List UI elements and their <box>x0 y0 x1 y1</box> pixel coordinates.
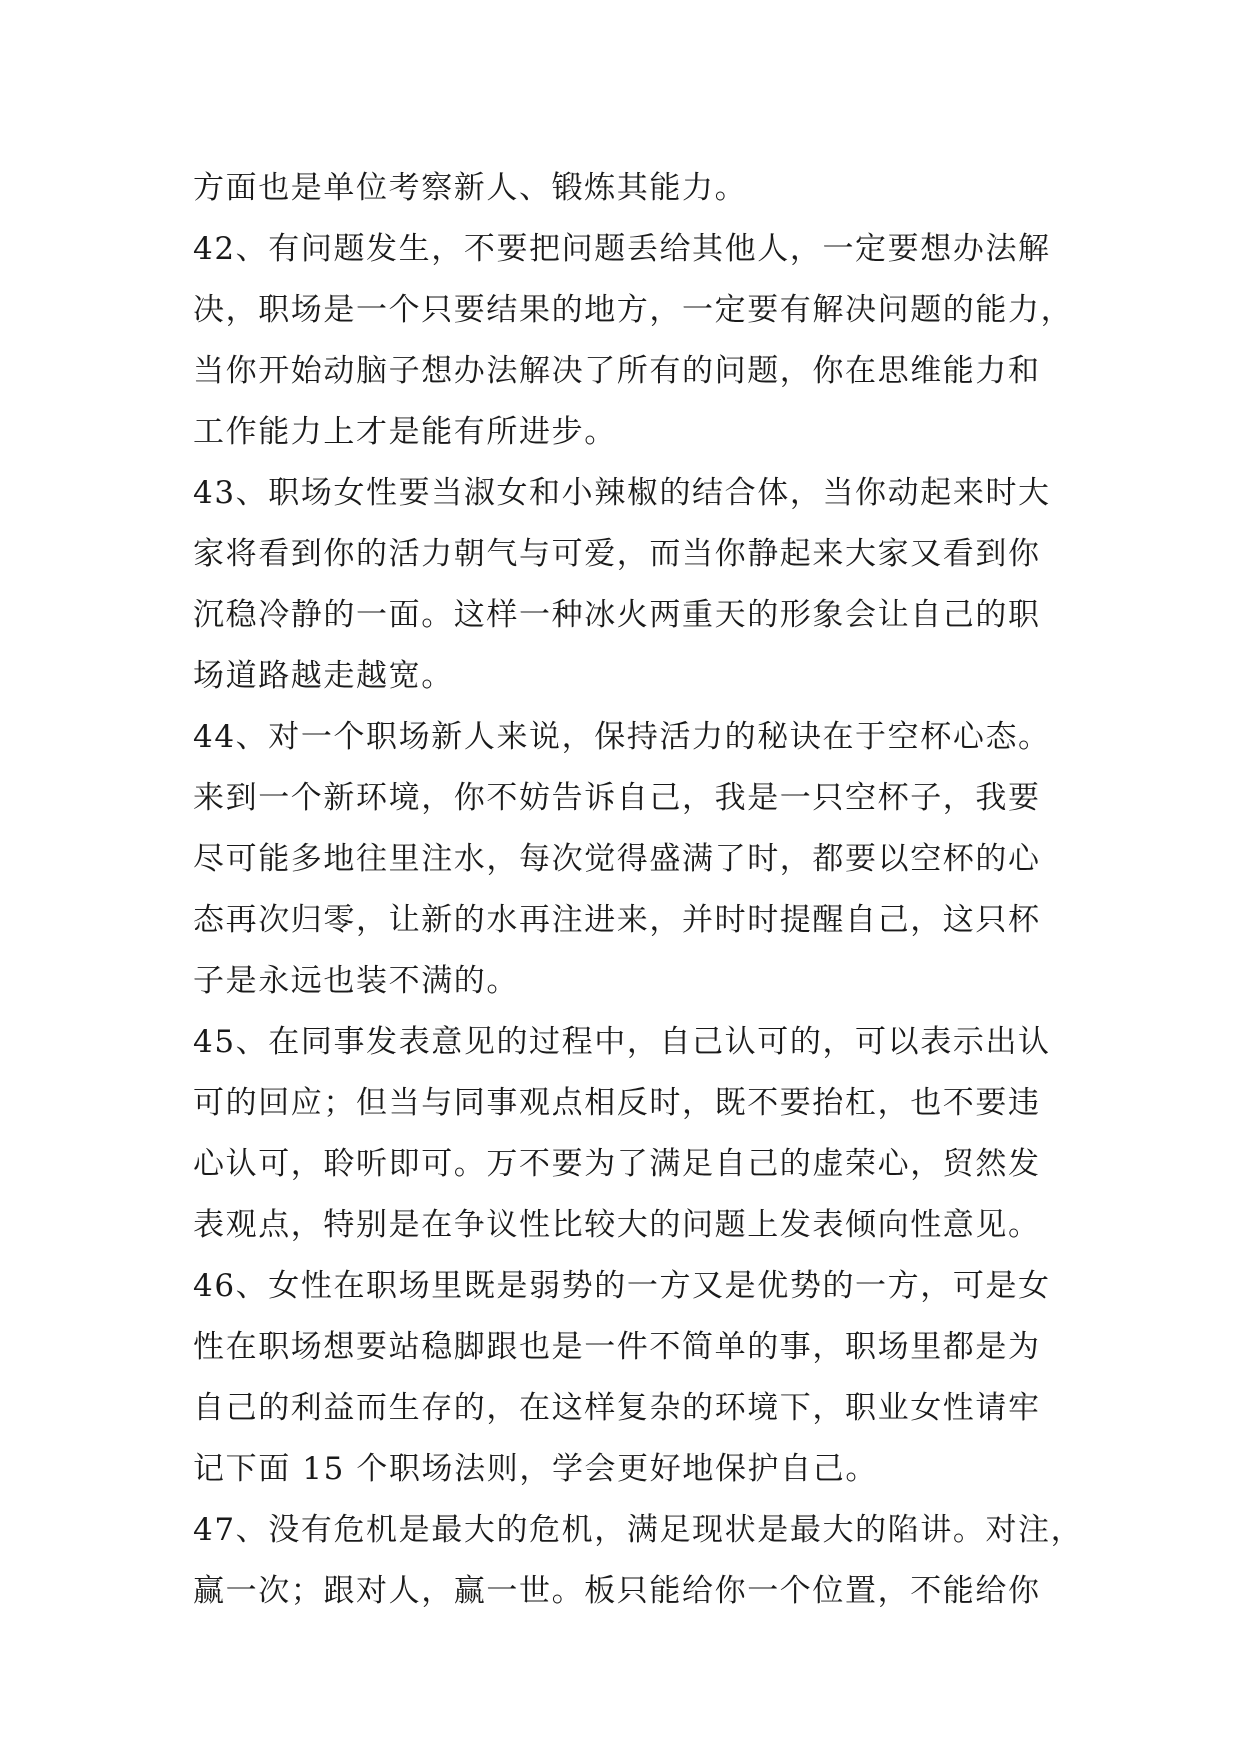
text-line: 家将看到你的活力朝气与可爱，而当你静起来大家又看到你 <box>193 536 1041 572</box>
text-line: 自己的利益而生存的，在这样复杂的环境下，职业女性请牢 <box>193 1390 1041 1426</box>
text-line: 态再次归零，让新的水再注进来，并时时提醒自己，这只杯 <box>193 902 1041 938</box>
text-line: 表观点，特别是在争议性比较大的问题上发表倾向性意见。 <box>193 1207 1041 1243</box>
text-line: 方面也是单位考察新人、锻炼其能力。 <box>193 170 748 206</box>
text-line: 47、没有危机是最大的危机，满足现状是最大的陷讲。对注， <box>193 1512 1084 1548</box>
document-body <box>193 158 1084 1622</box>
text-line: 心认可，聆听即可。万不要为了满足自己的虚荣心，贸然发 <box>193 1146 1041 1182</box>
text-line: 46、女性在职场里既是弱势的一方又是优势的一方，可是女 <box>193 1268 1051 1304</box>
text-line: 场道路越走越宽。 <box>193 658 454 694</box>
text-line: 44、对一个职场新人来说，保持活力的秘诀在于空杯心态。 <box>193 719 1051 755</box>
text-line: 可的回应；但当与同事观点相反时，既不要抬杠，也不要违 <box>193 1085 1041 1121</box>
text-line: 42、有问题发生，不要把问题丢给其他人，一定要想办法解 <box>193 231 1051 267</box>
text-line: 决，职场是一个只要结果的地方，一定要有解决问题的能力， <box>193 292 1074 328</box>
text-line: 工作能力上才是能有所进步。 <box>193 414 617 450</box>
text-line: 43、职场女性要当淑女和小辣椒的结合体，当你动起来时大 <box>193 475 1051 511</box>
text-line: 性在职场想要站稳脚跟也是一件不简单的事，职场里都是为 <box>193 1329 1041 1365</box>
text-line: 赢一次；跟对人，赢一世。板只能给你一个位置，不能给你 <box>193 1573 1041 1609</box>
text-line: 沉稳冷静的一面。这样一种冰火两重天的形象会让自己的职 <box>193 597 1041 633</box>
text-line: 45、在同事发表意见的过程中，自己认可的，可以表示出认 <box>193 1024 1051 1060</box>
text-line: 来到一个新环境，你不妨告诉自己，我是一只空杯子，我要 <box>193 780 1041 816</box>
text-line: 尽可能多地往里注水，每次觉得盛满了时，都要以空杯的心 <box>193 841 1041 877</box>
text-line: 记下面 15 个职场法则，学会更好地保护自己。 <box>193 1451 878 1487</box>
text-line: 子是永远也装不满的。 <box>193 963 519 999</box>
text-line: 当你开始动脑子想办法解决了所有的问题，你在思维能力和 <box>193 353 1041 389</box>
